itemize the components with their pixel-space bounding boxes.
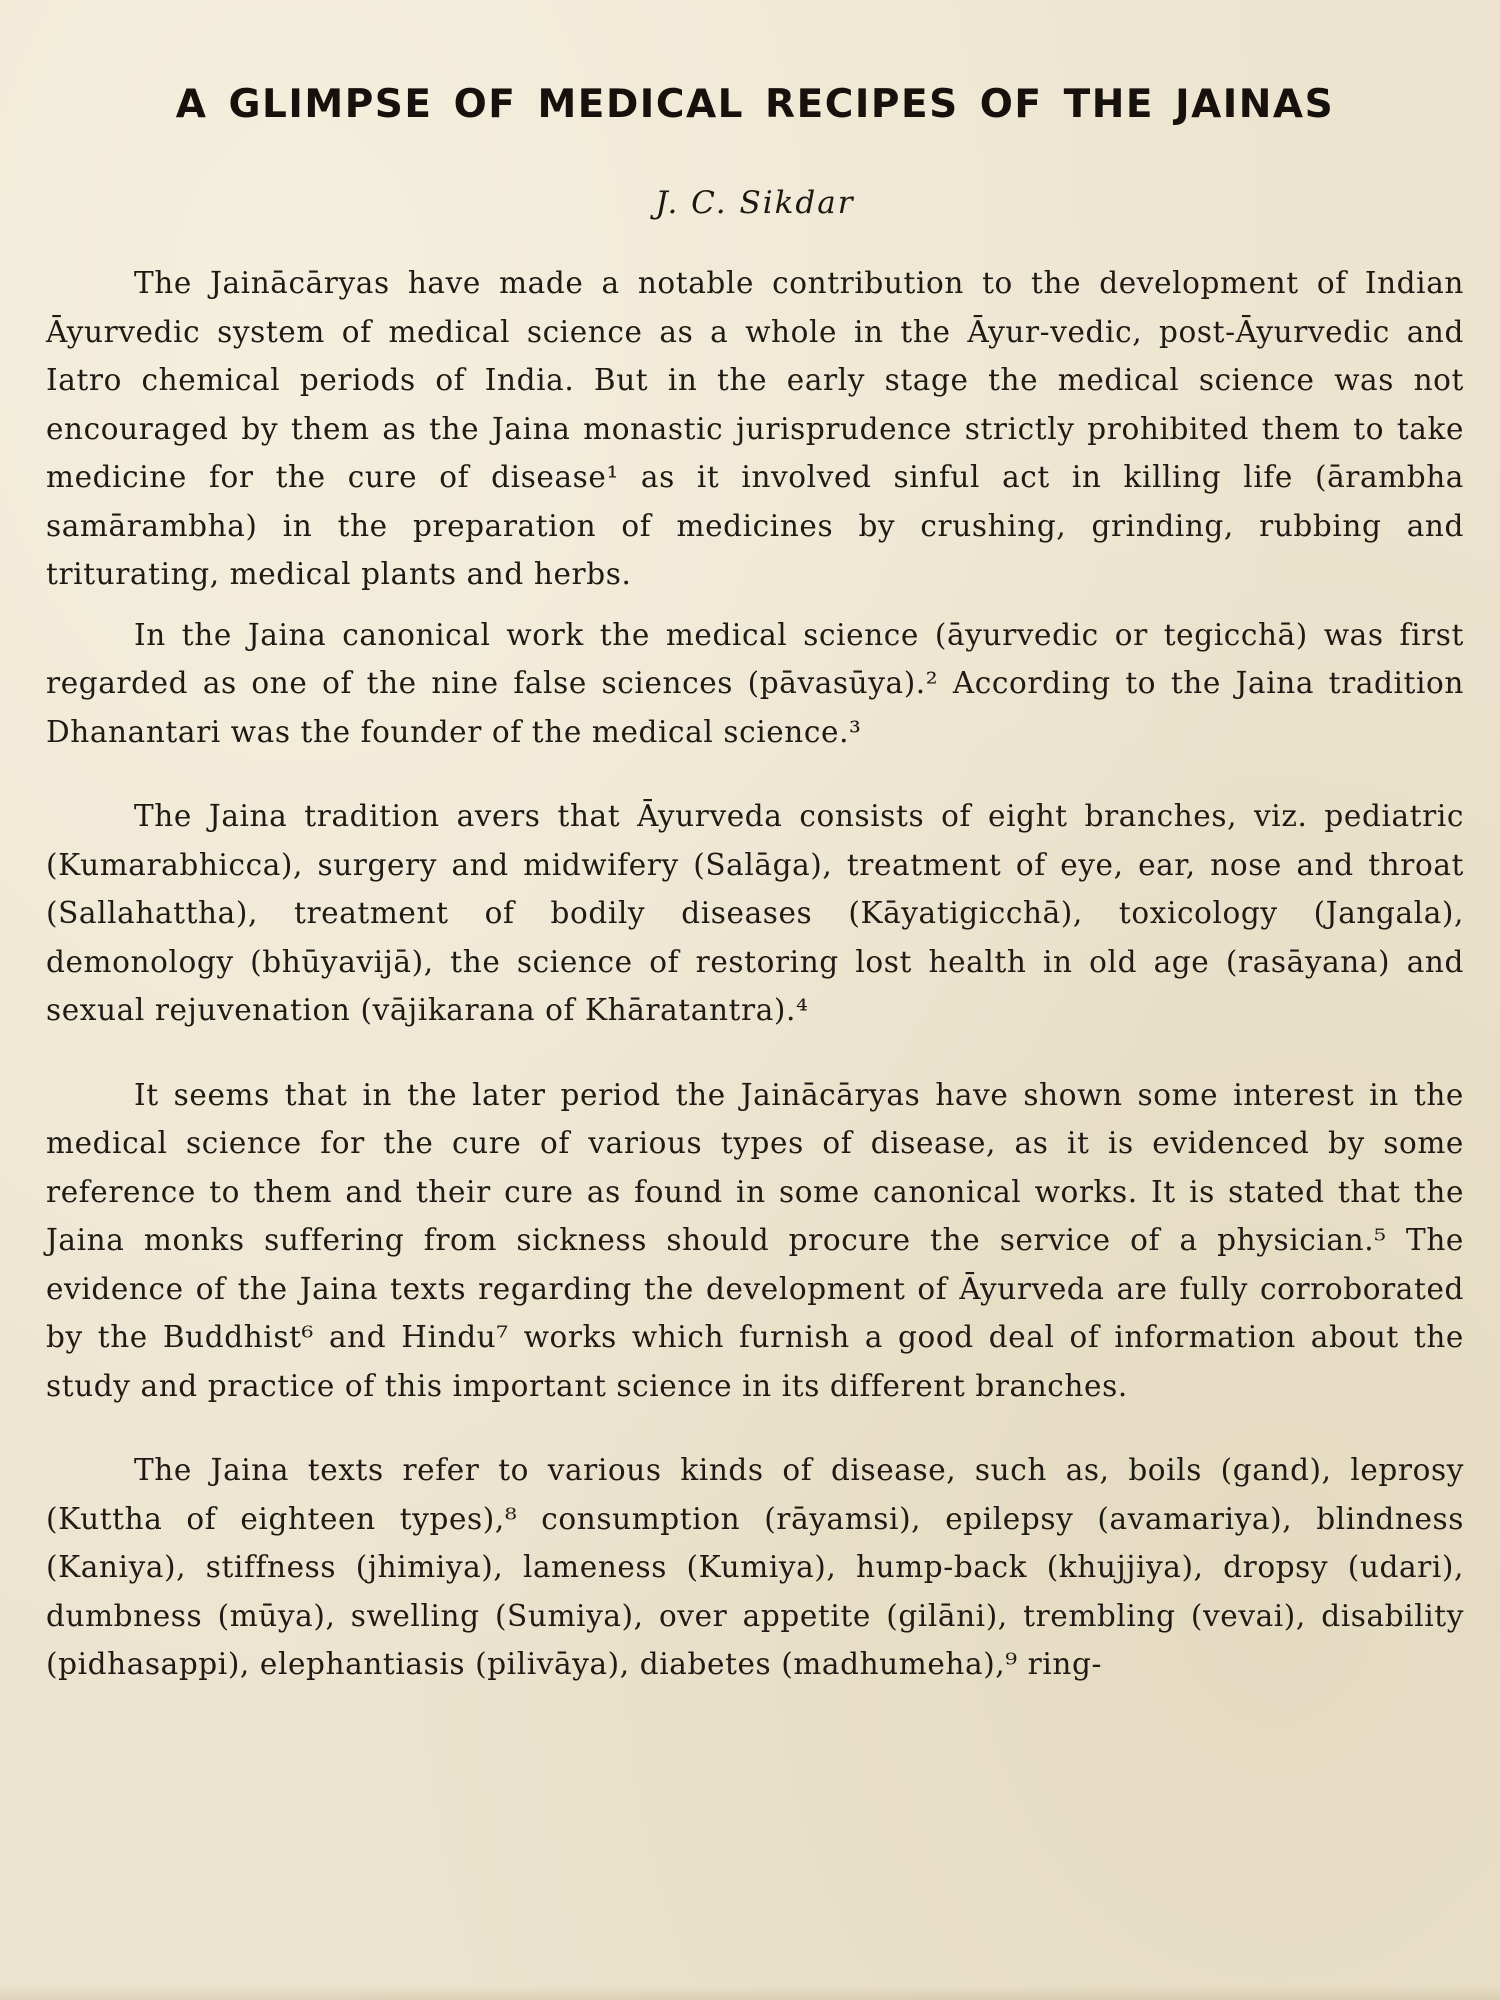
paragraph-1: The Jainācāryas have made a notable contribution to the development of Indian Āyurvedic system of medical science as a whole in the Āyur-vedic, post-Āyurvedic and Iatro chemical periods of India. But in the early stage the medical science was not encouraged by them as the Jaina monastic jurisprudence strictly prohibited them to take medicine for the cure of disease¹ as it involved sinful act in killing life (ārambha samārambha) in the preparation of medicines by crushing, grinding, rubbing and triturating, medical plants and herbs.	[46, 266, 1464, 591]
paragraph-4: It seems that in the later period the Jainācāryas have shown some interest in the medical science for the cure of various types of disease, as it is evidenced by some reference to them and their cure as found in some canonical works. It is stated that the Jaina monks suffering from sickness should procure the service of a physician.⁵ The evidence of the Jaina texts regarding the development of Āyurveda are fully corroborated by the Buddhist⁶ and Hindu⁷ works which furnish a good deal of information about the study and practice of this important science in its different branches.	[46, 1077, 1464, 1403]
article-author: J. C. Sikdar	[655, 185, 855, 221]
paragraph-3: The Jaina tradition avers that Āyurveda consists of eight branches, viz. pediatric (Kumarabhicca), surgery and midwifery (Salāga), treatment of eye, ear, nose and throat (Sallahattha), treatment of bodily diseases (Kāyatigicchā), toxicology (Jangala), demonology (bhūyavijā), the science of restoring lost health in old age (rasāyana) and sexual rejuvenation (vājikarana of Khāratantra).⁴	[46, 799, 1464, 1027]
page-bottom-edge	[0, 1986, 1500, 2000]
article-body	[46, 259, 1464, 1689]
paragraph-5: The Jaina texts refer to various kinds of disease, such as, boils (gand), leprosy (Kuttha of eighteen types),⁸ consumption (rāyamsi), epilepsy (avamariya), blindness (Kaniya), stiffness (jhimiya), lameness (Kumiya), hump-back (khujjiya), dropsy (udari), dumbness (mūya), swelling (Sumiya), over appetite (gilāni), trembling (vevai), disability (pidhasappi), elephantiasis (pilivāya), diabetes (madhumeha),⁹ ring-	[46, 1453, 1464, 1681]
paragraph-2: In the Jaina canonical work the medical science (āyurvedic or tegicchā) was first regarded as one of the nine false sciences (pāvasūya).² According to the Jaina tradition Dhanantari was the founder of the medical science.³	[46, 617, 1464, 749]
article-title: A GLIMPSE OF MEDICAL RECIPES OF THE JAINAS	[175, 82, 1335, 127]
